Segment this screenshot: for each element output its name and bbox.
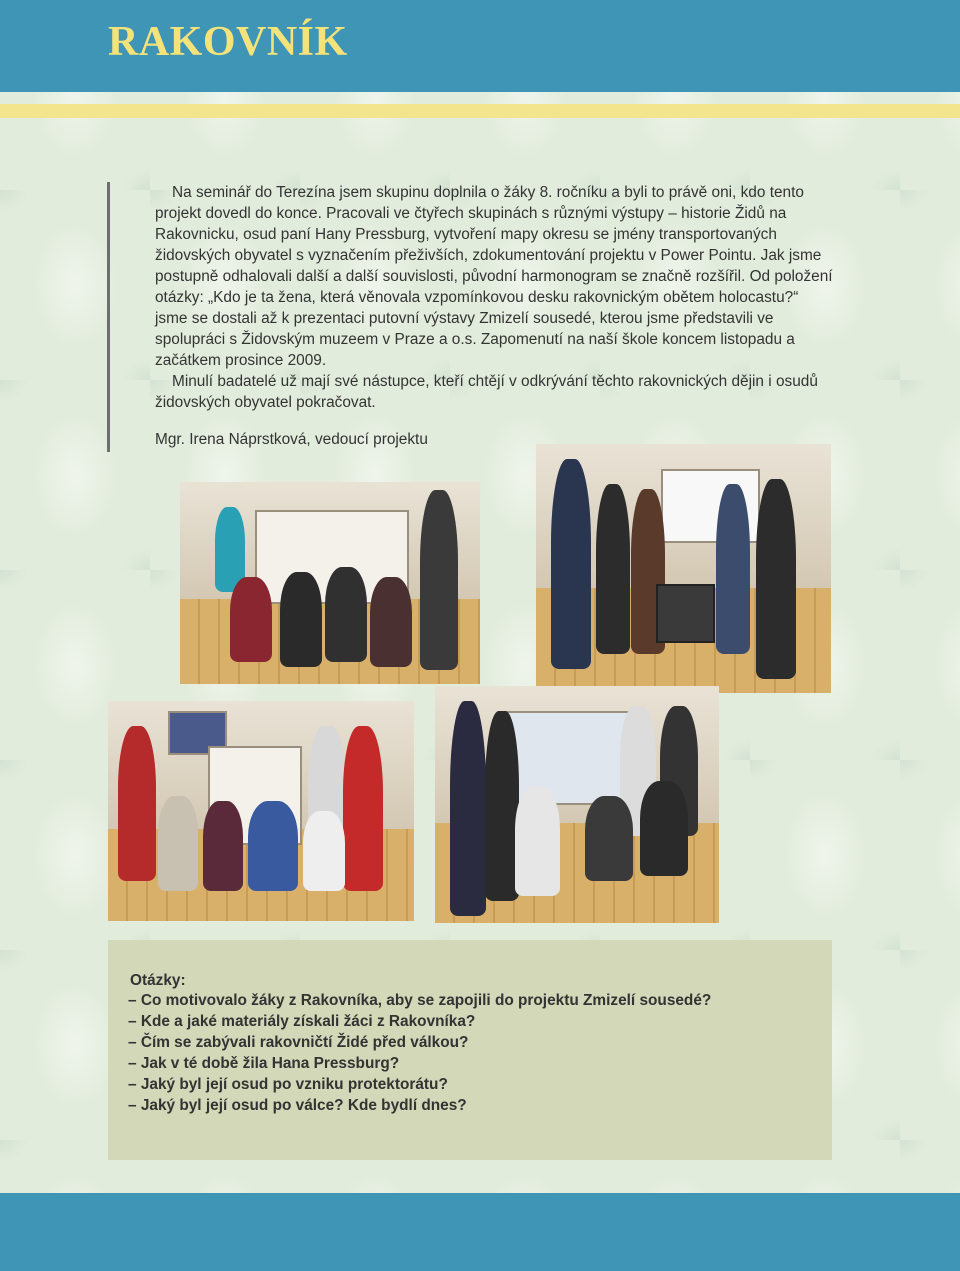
article-paragraph: Na seminář do Terezína jsem skupinu doplnila o žáky 8. ročníku a byli to právě oni, kdo tento projekt dovedl do konce. Pracovali ve čtyřech skupinách s různými výstupy – historie Židů na Rakovnicku, osud paní Hany Pressburg, vytvoření mapy okresu se jmény transportovaných židovských obyvatel s vyznačením přeživších, zdokumentování projektu v Power Pointu. Jak jsme postupně odhalovali další a další souvislosti, původní harmonogram se značně rozšířil. Od položení otázky: „Kdo je ta žena, která věnovala vzpomínkovou desku rakovnickým obětem holocastu?“ jsme se dostali až k prezentaci putovní výstavy Zmizelí sousedé, kterou jsme představili ve spolupráci s Židovským muzeem v Praze a o.s. Zapomenutí na naší škole koncem listopadu a začátkem prosince 2009. [155, 184, 833, 369]
photo-students-map [435, 686, 719, 923]
question-item: – Kde a jaké materiály získali žáci z Rakovníka? [128, 1013, 476, 1030]
author-signature: Mgr. Irena Náprstková, vedoucí projektu [155, 431, 428, 448]
decorative-stripe [0, 104, 960, 118]
question-item: – Jaký byl její osud po válce? Kde bydlí dnes? [128, 1097, 467, 1114]
questions-box [108, 940, 832, 1160]
photo-students-kneeling [180, 482, 480, 684]
photo-students-standing [536, 444, 831, 693]
page-title: RAKOVNÍK [108, 19, 348, 65]
photo-students-posters [108, 701, 414, 921]
questions-list [128, 990, 711, 1116]
article-paragraph: Minulí badatelé už mají své nástupce, kteří chtějí v odkrývání těchto rakovnických dějin i osudů židovských obyvatel pokračovat. [155, 373, 818, 411]
article-body [155, 182, 835, 413]
question-item: – Co motivovalo žáky z Rakovníka, aby se zapojili do projektu Zmizelí sousedé? [128, 992, 712, 1009]
question-item: – Čím se zabývali rakovničtí Židé před válkou? [128, 1034, 469, 1051]
footer-bar [0, 1193, 960, 1271]
question-item: – Jaký byl její osud po vzniku protektorátu? [128, 1076, 448, 1093]
left-divider [107, 182, 110, 452]
questions-title: Otázky: [130, 972, 186, 989]
question-item: – Jak v té době žila Hana Pressburg? [128, 1055, 400, 1072]
header-bar [0, 0, 960, 92]
